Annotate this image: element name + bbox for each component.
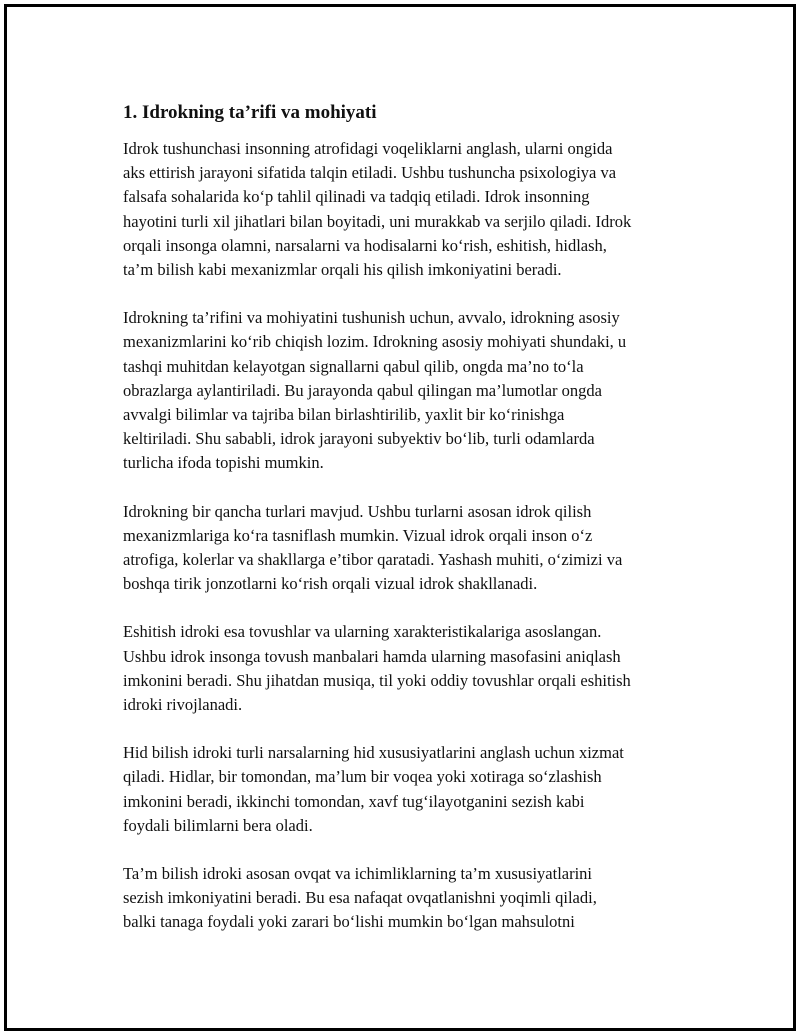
text-line: Idrokning bir qancha turlari mavjud. Ushbu turlarni asosan idrok qilish [123, 501, 592, 521]
text-line: aks ettirish jarayoni sifatida talqin etiladi. Ushbu tushuncha psixologiya va [123, 163, 617, 183]
text-line: turlicha ifoda topishi mumkin. [123, 453, 324, 473]
text-line: orqali insonga olamni, narsalarni va hodisalarni ko‘rish, eshitish, hidlash, [123, 235, 607, 255]
text-line: boshqa tirik jonzotlarni ko‘rish orqali vizual idrok shakllanadi. [123, 574, 538, 594]
section-heading: 1. Idrokning ta’rifi va mohiyati [123, 102, 377, 123]
text-line: hayotini turli xil jihatlari bilan boyitadi, uni murakkab va serjilo qiladi. Idrok [123, 211, 632, 231]
text-line: qiladi. Hidlar, bir tomondan, ma’lum bir voqea yoki xotiraga so‘zlashish [123, 767, 602, 787]
paragraph-taste-perception [123, 862, 695, 935]
paragraph-visual-perception [123, 500, 695, 597]
paragraph-olfactory-perception [123, 741, 695, 838]
text-line: falsafa sohalarida ko‘p tahlil qilinadi va tadqiq etiladi. Idrok insonning [123, 187, 590, 207]
text-line: obrazlarga aylantiriladi. Bu jarayonda qabul qilingan ma’lumotlar ongda [123, 380, 602, 400]
text-line: Idrokning ta’rifini va mohiyatini tushunish uchun, avvalo, idrokning asosiy [123, 308, 620, 328]
text-line: imkonini beradi. Shu jihatdan musiqa, til yoki oddiy tovushlar orqali eshitish [123, 670, 631, 690]
text-line: Ta’m bilish idroki asosan ovqat va ichimliklarning ta’m xususiyatlarini [123, 864, 593, 884]
text-line: atrofiga, kolerlar va shakllarga e’tibor qaratadi. Yashash muhiti, o‘zimizi va [123, 550, 623, 570]
text-line: idroki rivojlanadi. [123, 695, 243, 715]
text-line: keltiriladi. Shu sababli, idrok jarayoni subyektiv bo‘lib, turli odamlarda [123, 429, 595, 449]
text-line: Ushbu idrok insonga tovush manbalari hamda ularning masofasini aniqlash [123, 646, 621, 666]
text-line: mexanizmlariga ko‘ra tasniflash mumkin. Vizual idrok orqali inson o‘z [123, 525, 593, 545]
text-line: Hid bilish idroki turli narsalarning hid xususiyatlarini anglash uchun xizmat [123, 743, 624, 763]
text-line: avvalgi bilimlar va tajriba bilan birlashtirilib, yaxlit bir ko‘rinishga [123, 405, 565, 425]
text-line: sezish imkoniyatini beradi. Bu esa nafaqat ovqatlanishni yoqimli qiladi, [123, 888, 597, 908]
text-line: Idrok tushunchasi insonning atrofidagi voqeliklarni anglash, ularni ongida [123, 139, 613, 158]
text-line: ta’m bilish kabi mexanizmlar orqali his qilish imkoniyatini beradi. [123, 260, 562, 280]
text-line: tashqi muhitdan kelayotgan signallarni qabul qilib, ongda ma’no to‘la [123, 356, 584, 376]
paragraph-essence [123, 306, 695, 475]
page-border [4, 4, 796, 1031]
paragraph-definition [123, 137, 695, 282]
document-body [123, 100, 695, 959]
text-line: balki tanaga foydali yoki zarari bo‘lishi mumkin bo‘lgan mahsulotni [123, 912, 575, 932]
text-line: imkonini beradi, ikkinchi tomondan, xavf tug‘ilayotganini sezish kabi [123, 791, 585, 811]
paragraph-auditory-perception [123, 620, 695, 717]
text-line: foydali bilimlarni bera oladi. [123, 815, 313, 835]
text-line: Eshitish idroki esa tovushlar va ularning xarakteristikalariga asoslangan. [123, 622, 602, 642]
text-line: mexanizmlarini ko‘rib chiqish lozim. Idrokning asosiy mohiyati shundaki, u [123, 332, 627, 352]
